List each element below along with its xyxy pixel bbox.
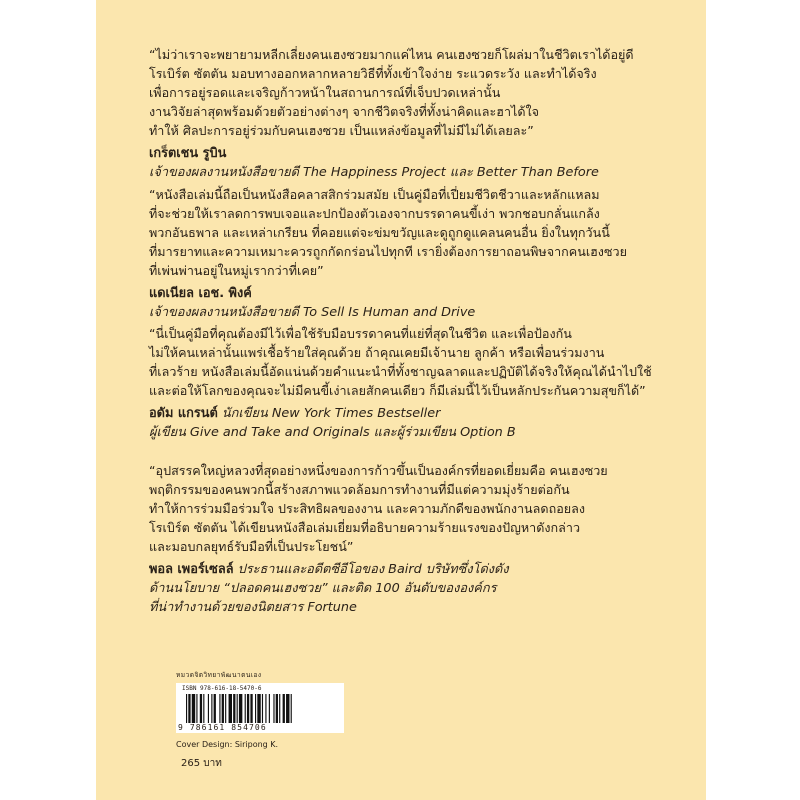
author-desc: นักเขียน New York Times Bestseller [221, 406, 441, 421]
blurb-quote [149, 461, 689, 556]
isbn-number: ISBN 978-616-18-5470-6 [182, 685, 262, 692]
blurb-quote [149, 324, 689, 400]
author-credentials: ที่น่าทำงานด้วยของนิตยสาร Fortune [149, 600, 357, 615]
blurb-author [149, 144, 689, 163]
barcode-bars [182, 694, 338, 723]
quote-line: ทำให้ ศิลปะการอยู่ร่วมกับคนเฮงซวย เป็นแหล่งข้อมูลที่ไม่มีไม่ได้เลยละ” [149, 123, 534, 138]
quote-line: ที่เลวร้าย หนังสือเล่มนี้อัดแน่นด้วยคำแนะนำที่ทั้งชาญฉลาดและปฏิบัติได้จริงให้คุณได้นำไปใช้ [149, 364, 652, 379]
blurb-quote [149, 185, 689, 280]
quote-line: พฤติกรรมของคนพวกนี้สร้างสภาพแวดล้อมการทำงานที่มีแต่ความมุ่งร้ายต่อกัน [149, 482, 570, 497]
quote-line: พวกอันธพาล และเหล่าเกรียน ที่คอยแต่จะข่มขวัญและดูถูกดูแคลนคนอื่น ยิ่งในทุกวันนี้ [149, 225, 610, 240]
blurb-2 [149, 185, 689, 322]
barcode-bar [219, 694, 220, 723]
quote-line: “อุปสรรคใหญ่หลวงที่สุดอย่างหนึ่งของการก้าวขึ้นเป็นองค์กรที่ยอดเยี่ยมคือ คนเฮงซวย [149, 463, 608, 478]
barcode-bar [262, 694, 263, 723]
quote-line: “นี่เป็นคู่มือที่คุณต้องมีไว้เพื่อใช้รับมือบรรดาคนที่แย่ที่สุดในชีวิต และเพื่อป้องกัน [149, 326, 572, 341]
quote-line: งานวิจัยล่าสุดพร้อมด้วยตัวอย่างต่างๆ จากชีวิตจริงที่ทั้งน่าคิดและฮาได้ใจ [149, 104, 540, 119]
barcode-bar [186, 694, 187, 723]
barcode-bar [211, 694, 212, 723]
blurb-author [149, 284, 689, 303]
quote-line: โรเบิร์ต ซัตตัน ได้เขียนหนังสือเล่มเยี่ยมที่อธิบายความร้ายแรงของปัญหาดังกล่าว [149, 520, 581, 535]
barcode [176, 683, 344, 733]
author-name: แดเนียล เอช. พิงค์ [149, 286, 252, 301]
author-name: เกร็ตเชน รูบิน [149, 146, 227, 161]
quote-line: “ไม่ว่าเราจะพยายามหลีกเลี่ยงคนเฮงซวยมากแค่ไหน คนเฮงซวยก็โผล่มาในชีวิตเราได้อยู่ดี [149, 47, 634, 62]
back-cover [96, 0, 706, 800]
barcode-bar [255, 694, 256, 723]
author-credentials: เจ้าของผลงานหนังสือขายดี To Sell Is Human and Drive [149, 305, 476, 320]
quote-line: และมอบกลยุทธ์รับมือที่เป็นประโยชน์” [149, 539, 354, 554]
blurb-author [149, 404, 689, 423]
barcode-bar [269, 694, 270, 723]
barcode-bar [283, 694, 285, 723]
barcode-bar [233, 694, 235, 723]
barcode-bar [247, 694, 249, 723]
barcode-bar [257, 694, 260, 723]
barcode-bar [203, 694, 204, 723]
quote-line: “หนังสือเล่มนี้ถือเป็นหนังสือคลาสสิกร่วมสมัย เป็นคู่มือที่เปี่ยมชีวิตชีวาและหลักแหลม [149, 187, 600, 202]
author-name: พอล เพอร์เซลล์ [149, 562, 234, 577]
blurb-quote [149, 45, 689, 140]
author-desc: ประธานและอดีตซีอีโอของ Baird บริษัทซึ่งโด่งดัง [237, 562, 509, 577]
blurb-3 [149, 324, 689, 442]
blurb-4 [149, 461, 689, 617]
quote-line: และต่อให้โลกของคุณจะไม่มีคนขี้เง่าเลยสักคนเดียว ก็มีเล่มนี้ไว้เป็นหลักประกันความสุขก็ได้” [149, 383, 646, 398]
author-credentials: ด้านนโยบาย “ปลอดคนเฮงซวย” และติด 100 อันดับขององค์กร [149, 581, 497, 596]
quote-line: ทำให้การร่วมมือร่วมใจ ประสิทธิผลของงาน และความภักดีของพนักงานลดถอยลง [149, 501, 585, 516]
barcode-bar [286, 694, 289, 723]
isbn-block [176, 671, 344, 733]
barcode-bar [239, 694, 242, 723]
barcode-bar [273, 694, 274, 723]
barcode-bar [222, 694, 224, 723]
blurb-author [149, 560, 689, 579]
barcode-bar [188, 694, 190, 723]
barcode-bar [192, 694, 195, 723]
barcode-bar [229, 694, 232, 723]
quote-line: เพื่อการอยู่รอดและเจริญก้าวหน้าในสถานการณ์ที่เจ็บปวดเหล่านั้น [149, 85, 501, 100]
quote-line: ที่จะช่วยให้เราลดการพบเจอและปกป้องตัวเองจากบรรดาคนขี้เง่า พวกชอบกลั่นแกล้ง [149, 206, 600, 221]
quote-line: ไม่ให้คนเหล่านั้นแพร่เชื้อร้ายใส่คุณด้วย ถ้าคุณเคยมีเจ้านาย ลูกค้า หรือเพื่อนร่วมงาน [149, 345, 605, 360]
barcode-bar [250, 694, 252, 723]
author-credentials: เจ้าของผลงานหนังสือขายดี The Happiness Project และ Better Than Before [149, 165, 599, 180]
barcode-bar [200, 694, 202, 723]
barcode-bar [225, 694, 226, 723]
blurb-1 [149, 45, 689, 182]
quote-line: โรเบิร์ต ซัตตัน มอบทางออกหลากหลายวิธีที่ทั้งเข้าใจง่าย ระแวดระวัง และทำได้จริง [149, 66, 597, 81]
cover-design-credit: Cover Design: Siripong K. [176, 740, 279, 749]
barcode-bar [196, 694, 197, 723]
barcode-bar [265, 694, 266, 723]
barcode-bar [291, 694, 292, 723]
barcode-bar [279, 694, 280, 723]
price: 265 บาท [181, 758, 222, 769]
barcode-bar [208, 694, 209, 723]
barcode-bar [276, 694, 278, 723]
barcode-bar [237, 694, 238, 723]
book-category: หมวดจิตวิทยาพัฒนาตนเอง [176, 671, 262, 679]
author-credentials: ผู้เขียน Give and Take and Originals และผู้ร่วมเขียน Option B [149, 425, 516, 440]
author-name: อดัม แกรนต์ [149, 406, 218, 421]
barcode-bar [214, 694, 216, 723]
barcode-bar [245, 694, 246, 723]
quote-line: ที่มารยาทและความเหมาะควรถูกกัดกร่อนไปทุกที เรายิ่งต้องการยาถอนพิษจากคนเฮงซวย [149, 244, 627, 259]
barcode-digits: 9 786161 854706 [178, 723, 267, 732]
quote-line: ที่เพ่นพ่านอยู่ในหมู่เรากว่าที่เคย” [149, 263, 324, 278]
